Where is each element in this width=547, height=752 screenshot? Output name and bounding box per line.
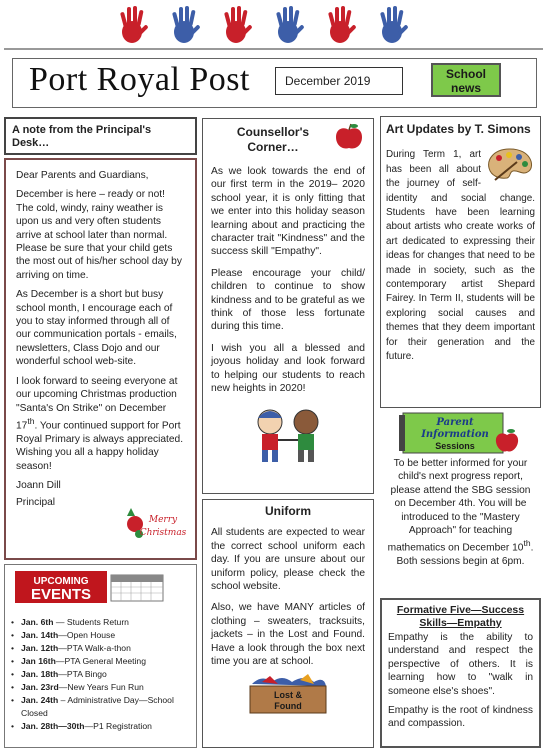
formative-five — [380, 598, 541, 748]
merry-christmas-icon — [123, 504, 187, 544]
principal-letter — [4, 158, 197, 560]
principal-paragraph-1: December is here – ready or not! The cold, windy, rainy weather is upon us and very often students arrive at school later than normal. Please be sure that your child gets the most out of his/her school day by arriving on time. — [16, 189, 182, 281]
counsellor-heading: Counsellor's Corner… — [236, 125, 310, 154]
event-item: • Jan. 6th — Students Return — [11, 617, 129, 627]
lost-and-found-box-icon — [242, 674, 334, 714]
banner-sessions: Sessions — [434, 441, 475, 451]
counsellor-paragraph-1: As we look towards the end of our first term in the 2019– 2020 school year, it is only fitting that we enter into this holiday season learning about and practicing the character trait "Kindness" and the success skill "Empathy". — [211, 166, 365, 258]
principal-greeting: Dear Parents and Guardians, — [16, 170, 149, 181]
issue-date: December 2019 — [275, 67, 403, 95]
header-divider — [4, 48, 543, 50]
parent-information-sessions — [380, 411, 541, 593]
banner-parent: Parent — [435, 417, 474, 428]
apple-icon — [333, 123, 365, 151]
art-heading: Art Updates by T. Simons — [386, 122, 531, 136]
school-news-badge — [431, 63, 501, 97]
red-hand-icon — [224, 6, 253, 43]
card-line2: Christmas — [139, 528, 187, 538]
blue-hand-icon — [276, 6, 305, 43]
counsellor-corner — [202, 118, 374, 494]
upcoming-events-banner — [15, 571, 165, 603]
parent-info-banner — [399, 411, 523, 455]
uniform-heading: Uniform — [265, 504, 311, 518]
handprints-graphic — [110, 2, 430, 46]
principal-signature-name: Joann Dill — [16, 479, 61, 491]
event-item: • Jan. 12th—PTA Walk-a-thon — [11, 643, 131, 653]
event-item: • Jan. 14th—Open House — [11, 630, 116, 640]
newsletter-title: Port Royal Post — [29, 61, 250, 98]
blue-hand-icon — [172, 6, 201, 43]
uniform-paragraph-2: Also, we have MANY articles of clothing – sweaters, tracksuits, jackets – in the Lost and Found. Have a look through the box next time you are at school. — [211, 602, 365, 668]
counsellor-paragraph-2: Please encourage your child/ children to continue to show kindness and to be grateful as we think of those less fortunate during this time. — [211, 267, 365, 333]
banner-line2: EVENTS — [30, 586, 92, 603]
art-body: During Term 1, art has been all about the journey of self-identity and social change. Students have been learning about artists who create works of art dedicated to expressing their ideas for changes that need to be made in society, such as the contemporary artist Shepard Fairey. In Term II, students will be exploring social causes and themes that they deem important for their generation and the future. — [386, 149, 535, 363]
formative-heading: Formative Five—Success Skills—Empathy — [396, 604, 525, 629]
formative-paragraph-1: Empathy is the ability to understand and respect the perspective of others. It is learning how to "walk in someone else's shoes". — [388, 632, 533, 697]
upcoming-events — [4, 564, 197, 748]
events-list — [11, 616, 190, 733]
art-updates — [380, 116, 541, 408]
children-illustration — [228, 404, 348, 464]
badge-line2: news — [450, 81, 482, 95]
uniform-section — [202, 499, 374, 748]
principal-heading: A note from the Principal's Desk… — [12, 124, 152, 149]
uniform-paragraph-1: All students are expected to wear the correct school uniform each day. If you are unsure about our uniform policy, please check the school website. — [211, 527, 365, 593]
formative-paragraph-2: Empathy is the root of kindness and compassion. — [388, 705, 533, 730]
lost-found-line1: Lost & — [274, 690, 302, 701]
event-item: • Jan 16th—PTA General Meeting — [11, 656, 146, 666]
parent-info-text: To be better informed for your child's next progress report, please attend the SBG session on December 4th. You will be introduced to the "Mastery Approach" for teaching mathematics on December 10th. Both sessions begin at 6pm. — [387, 458, 534, 568]
card-line1: Merry — [148, 515, 178, 525]
principal-paragraph-2: As December is a short but busy school month, I encourage each of you to stay informed through all of our communication portals - emails, newsletters, Class Dojo and our wonderful school web-site. — [16, 289, 177, 368]
principal-signature-title: Principal — [16, 497, 56, 509]
red-hand-icon — [328, 6, 357, 43]
badge-line1: School — [445, 67, 487, 81]
event-item: • Jan. 24th – Administrative Day—School Closed — [11, 695, 174, 718]
counsellor-paragraph-3: I wish you all a blessed and joyous holiday and look forward to helping our students to reach new heights in 2020! — [211, 342, 365, 395]
lost-found-line2: Found — [274, 701, 302, 712]
masthead — [12, 58, 537, 108]
event-item: • Jan. 28th—30th—P1 Registration — [11, 721, 152, 731]
principal-heading-box — [4, 117, 197, 155]
principal-paragraph-3: I look forward to seeing everyone at our upcoming Christmas production "Santa's On Strike" on December 17th. Your continued support for Port Royal Primary is always appreciated. Wishing you all a happy holiday season! — [16, 375, 184, 472]
paint-palette-icon — [485, 146, 535, 182]
event-item: • Jan. 23rd—New Years Fun Run — [11, 682, 144, 692]
red-hand-icon — [120, 6, 149, 43]
banner-line1: UPCOMING — [33, 576, 89, 587]
blue-hand-icon — [380, 6, 409, 43]
event-item: • Jan. 18th—PTA Bingo — [11, 669, 107, 679]
banner-information: Information — [420, 429, 489, 440]
